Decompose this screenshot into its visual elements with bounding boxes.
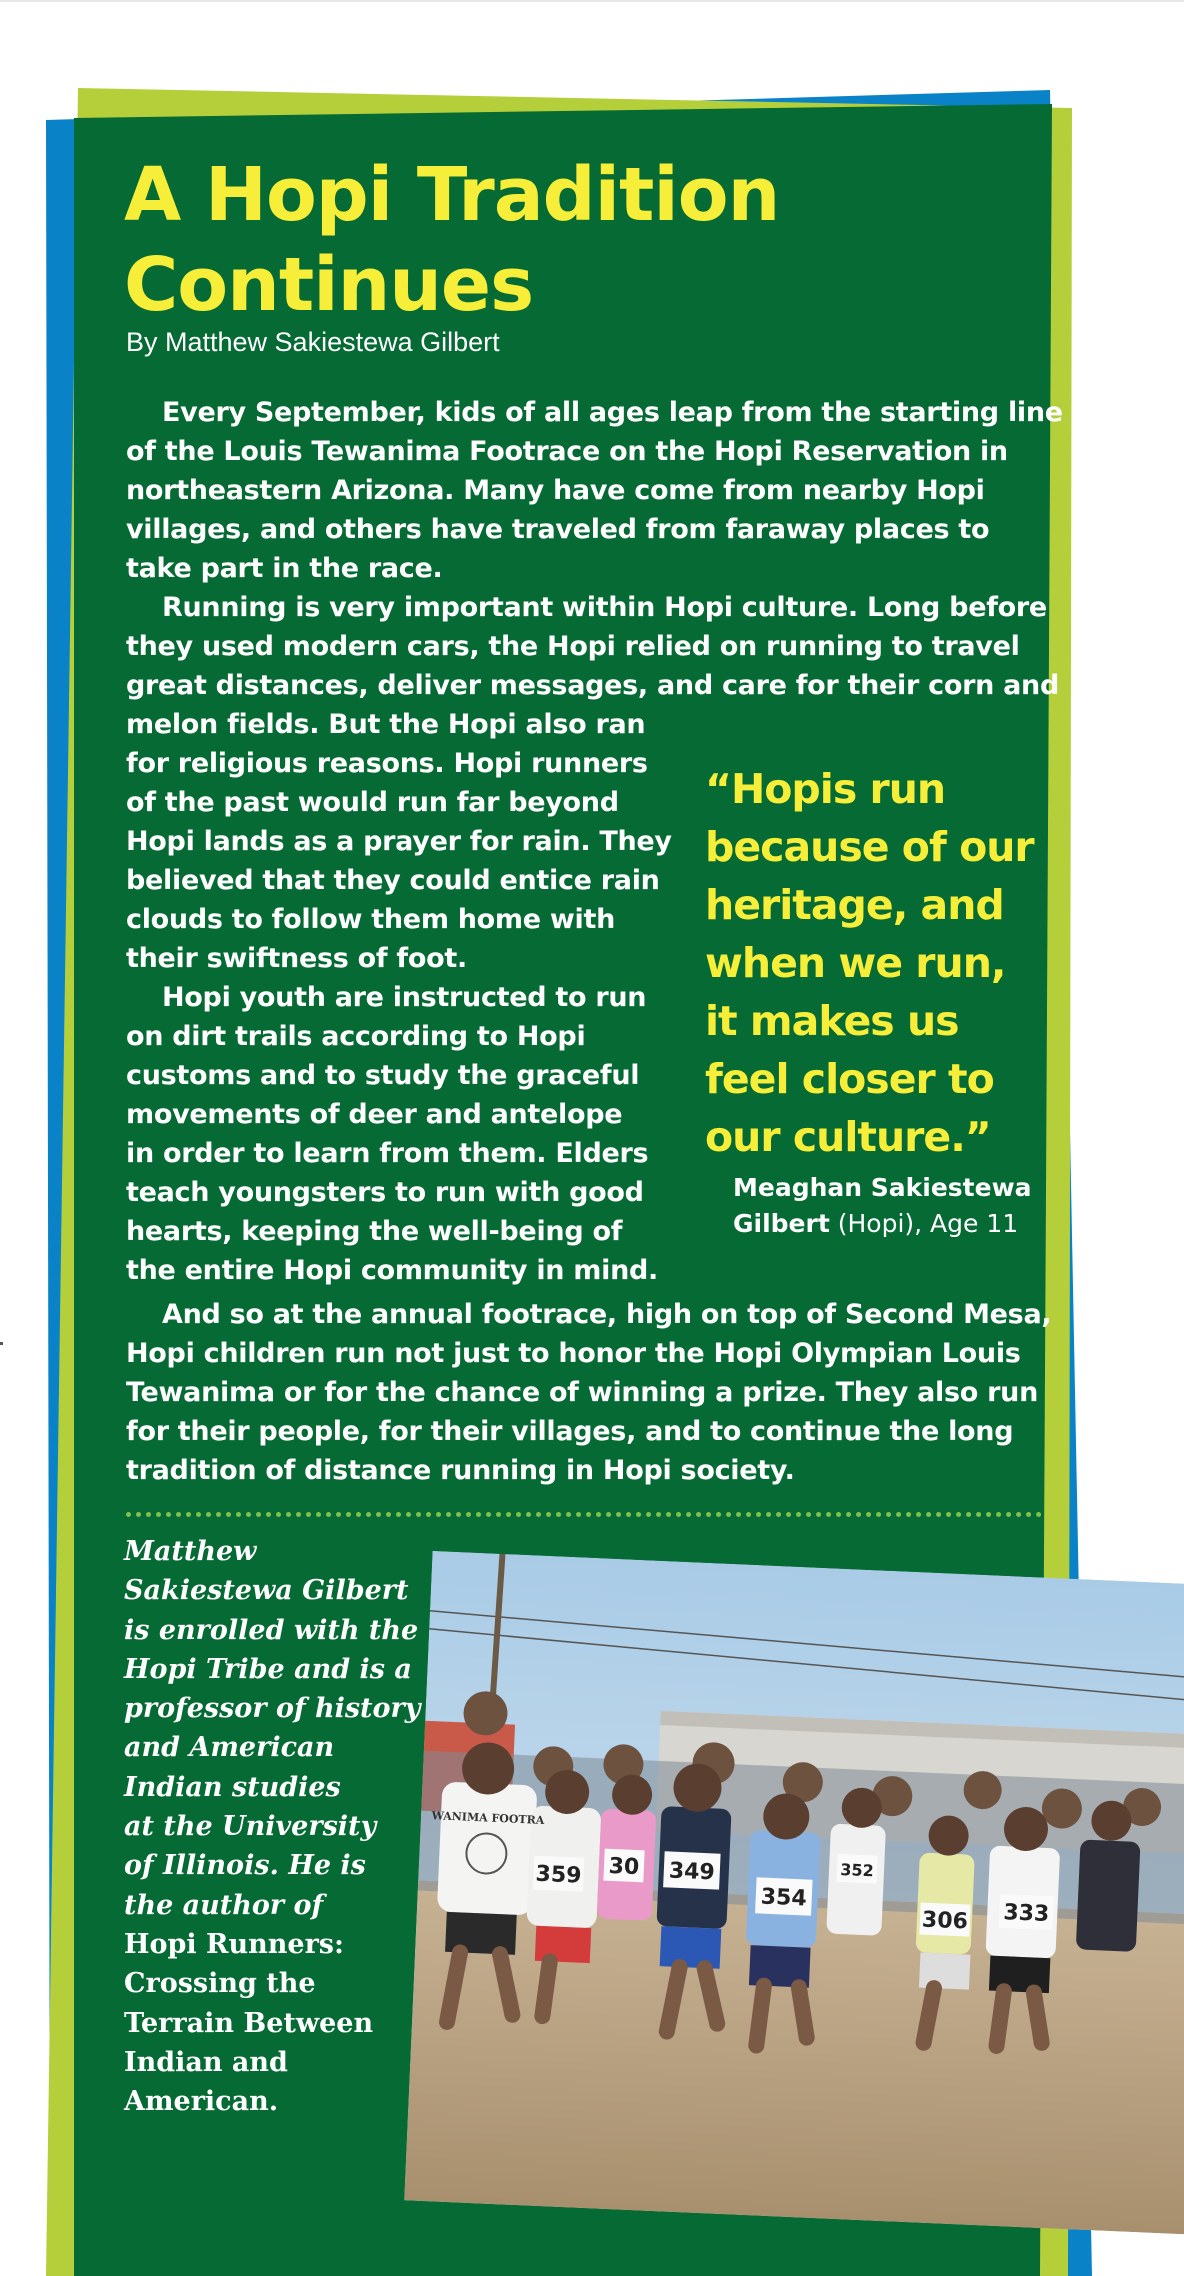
text-line: hearts, keeping the well-being of <box>126 1216 623 1247</box>
quote-attribution <box>733 1170 1032 1242</box>
bio-line: and American <box>124 1732 335 1764</box>
attribution-line <box>733 1206 1032 1242</box>
text-line: their swiftness of foot. <box>126 943 467 974</box>
text-line: the entire Hopi community in mind. <box>126 1255 658 1286</box>
bio-line: of Illinois. He is <box>124 1850 366 1882</box>
bib-number: 306 <box>921 1907 969 1935</box>
attribution-line: Meaghan Sakiestewa <box>733 1173 1032 1202</box>
book-title-line: Terrain Between <box>124 2007 374 2039</box>
text-line: northeastern Arizona. Many have come from nearby Hopi <box>126 475 985 506</box>
stray-mark <box>0 1342 3 1345</box>
text-line: clouds to follow them home with <box>126 904 616 935</box>
book-title-line: Crossing the <box>124 1968 316 2000</box>
text-line: melon fields. But the Hopi also ran <box>126 709 646 740</box>
bib-number: 333 <box>1002 1900 1050 1928</box>
text-line: Tewanima or for the chance of winning a prize. They also run <box>126 1377 1038 1408</box>
text-line: Running is very important within Hopi culture. Long before <box>162 592 1047 623</box>
text-line: in order to learn from them. Elders <box>126 1138 649 1169</box>
author-bio <box>124 1532 420 2121</box>
quote-line: heritage, and <box>705 881 1004 929</box>
pull-quote <box>705 760 1045 1166</box>
text-line: great distances, deliver messages, and care for their corn and <box>126 670 1059 701</box>
paragraph-3 <box>126 978 658 1290</box>
bib-number: 352 <box>839 1859 875 1881</box>
bio-line: professor of history <box>124 1693 421 1725</box>
bio-line: Hopi Tribe and is a <box>124 1653 412 1685</box>
bio-line: is enrolled with the <box>124 1614 419 1646</box>
text-line: Hopi lands as a prayer for rain. They <box>126 826 672 857</box>
book-title-line: Hopi Runners: <box>124 1928 344 1960</box>
bio-line: Indian studies <box>124 1771 341 1803</box>
text-line: And so at the annual footrace, high on top of Second Mesa, <box>162 1299 1052 1330</box>
text-line: movements of deer and antelope <box>126 1099 623 1130</box>
bib-number: 359 <box>535 1861 583 1889</box>
text-line: for their people, for their villages, and to continue the long <box>126 1416 1014 1447</box>
quote-line: when we run, <box>705 939 1006 987</box>
bib-number: 354 <box>760 1884 808 1912</box>
bib-number: 30 <box>608 1853 640 1881</box>
quote-line: “Hopis run <box>705 765 946 813</box>
text-line: believed that they could entice rain <box>126 865 660 896</box>
race-photo <box>404 1551 1184 2235</box>
text-line: Hopi children run not just to honor the Hopi Olympian Louis <box>126 1338 1021 1369</box>
dotted-divider <box>126 1512 1042 1517</box>
byline: By Matthew Sakiestewa Gilbert <box>126 327 500 357</box>
text-line: on dirt trails according to Hopi <box>126 1021 586 1052</box>
text-line: Every September, kids of all ages leap from the starting line <box>162 397 1063 428</box>
book-title-line: American. <box>124 2086 279 2118</box>
attribution-detail: (Hopi), Age 11 <box>829 1209 1019 1238</box>
quote-line: it makes us <box>705 997 959 1045</box>
text-line: take part in the race. <box>126 553 443 584</box>
text-line: customs and to study the graceful <box>126 1060 640 1091</box>
text-line: they used modern cars, the Hopi relied on running to travel <box>126 631 1020 662</box>
text-line: of the past would run far beyond <box>126 787 619 818</box>
bio-line: Sakiestewa Gilbert <box>124 1575 409 1607</box>
text-line: Hopi youth are instructed to run <box>162 982 647 1013</box>
text-line: villages, and others have traveled from faraway places to <box>126 514 990 545</box>
quote-line: feel closer to <box>705 1055 994 1103</box>
bio-line: the author of <box>124 1889 324 1921</box>
text-line: for religious reasons. Hopi runners <box>126 748 648 779</box>
bio-line: at the University <box>124 1811 377 1843</box>
quote-line: our culture.” <box>705 1113 991 1161</box>
shirt-text: WANIMA FOOTRA <box>431 1809 545 1827</box>
bib-number: 349 <box>668 1858 716 1886</box>
text-line: tradition of distance running in Hopi society. <box>126 1455 795 1486</box>
text-line: of the Louis Tewanima Footrace on the Hopi Reservation in <box>126 436 1008 467</box>
paragraph-1 <box>126 393 1063 588</box>
bio-line: Matthew <box>124 1536 257 1567</box>
attribution-name: Gilbert <box>733 1209 830 1238</box>
paragraph-4 <box>126 1295 1051 1490</box>
text-line: teach youngsters to run with good <box>126 1177 644 1208</box>
book-title-line: Indian and <box>124 2046 288 2078</box>
article-title: A Hopi Tradition Continues <box>124 152 780 328</box>
quote-line: because of our <box>705 823 1034 871</box>
